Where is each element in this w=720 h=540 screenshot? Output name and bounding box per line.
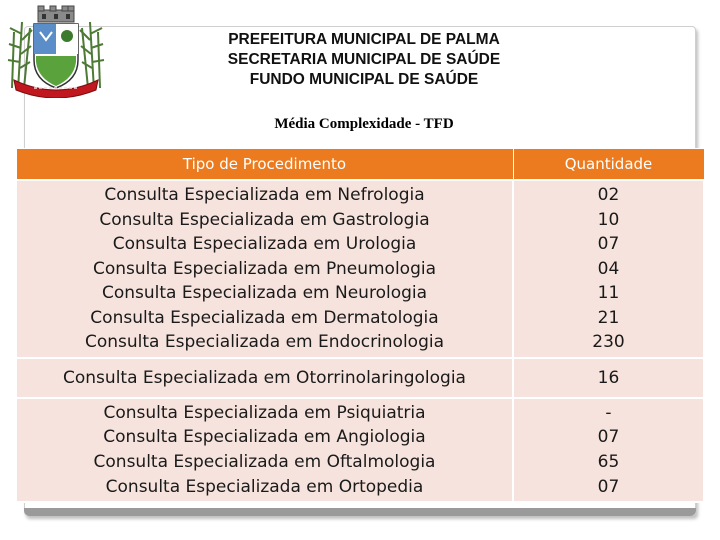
procedure-name: Consulta Especializada em Neurologia: [101, 283, 428, 304]
header-line-secretaria: SECRETARIA MUNICIPAL DE SAÚDE: [227, 51, 501, 68]
table-row: [16, 398, 704, 502]
table-row: [16, 180, 704, 358]
quantity-cell: [513, 398, 704, 502]
quantity-value: 16: [597, 367, 620, 388]
header: [150, 30, 578, 90]
quantity-value: 65: [597, 452, 620, 472]
header-procedure-type: Tipo de Procedimento: [16, 149, 513, 181]
quantity-value: 11: [597, 283, 620, 304]
table-subtitle: Média Complexidade - TFD: [274, 116, 454, 132]
procedures-table: [15, 148, 705, 503]
procedure-name: Consulta Especializada em Otorrinolaringologia: [63, 367, 466, 388]
header-line-prefeitura: PREFEITURA MUNICIPAL DE PALMA: [228, 31, 500, 48]
quantity-value: 230: [592, 332, 625, 353]
procedure-cell: [16, 180, 513, 358]
procedure-name: Consulta Especializada em Angiologia: [103, 427, 426, 448]
quantity-value: 07: [597, 234, 620, 255]
procedure-name: Consulta Especializada em Dermatologia: [90, 307, 439, 328]
procedure-name: Consulta Especializada em Oftalmologia: [93, 452, 436, 472]
procedure-name: Consulta Especializada em Endocrinologia: [84, 332, 445, 353]
quantity-value: 21: [597, 307, 620, 328]
slide-frame-shadow: [24, 508, 696, 516]
quantity-value: 10: [597, 209, 620, 230]
procedure-name: Consulta Especializada em Psiquiatria: [103, 402, 426, 423]
quantity-cell: [513, 180, 704, 358]
municipal-coat-of-arms-icon: [4, 4, 108, 98]
procedure-cell: [16, 398, 513, 502]
procedure-name: Consulta Especializada em Urologia: [112, 234, 417, 255]
quantity-cell: [513, 358, 704, 398]
procedure-name: Consulta Especializada em Nefrologia: [104, 184, 425, 205]
procedure-cell: [16, 358, 513, 398]
header-quantity: Quantidade: [513, 149, 704, 181]
procedure-name: Consulta Especializada em Gastrologia: [99, 209, 430, 230]
procedure-name: Consulta Especializada em Ortopedia: [105, 476, 424, 497]
header-line-fundo: FUNDO MUNICIPAL DE SAÚDE: [249, 71, 479, 88]
procedure-name: Consulta Especializada em Pneumologia: [92, 258, 437, 279]
quantity-value: 07: [597, 476, 620, 497]
table-header-row: [16, 149, 704, 181]
quantity-value: -: [605, 402, 612, 423]
quantity-value: 02: [597, 184, 620, 205]
quantity-value: 04: [597, 258, 620, 279]
quantity-value: 07: [597, 427, 620, 448]
table-row: [16, 358, 704, 398]
